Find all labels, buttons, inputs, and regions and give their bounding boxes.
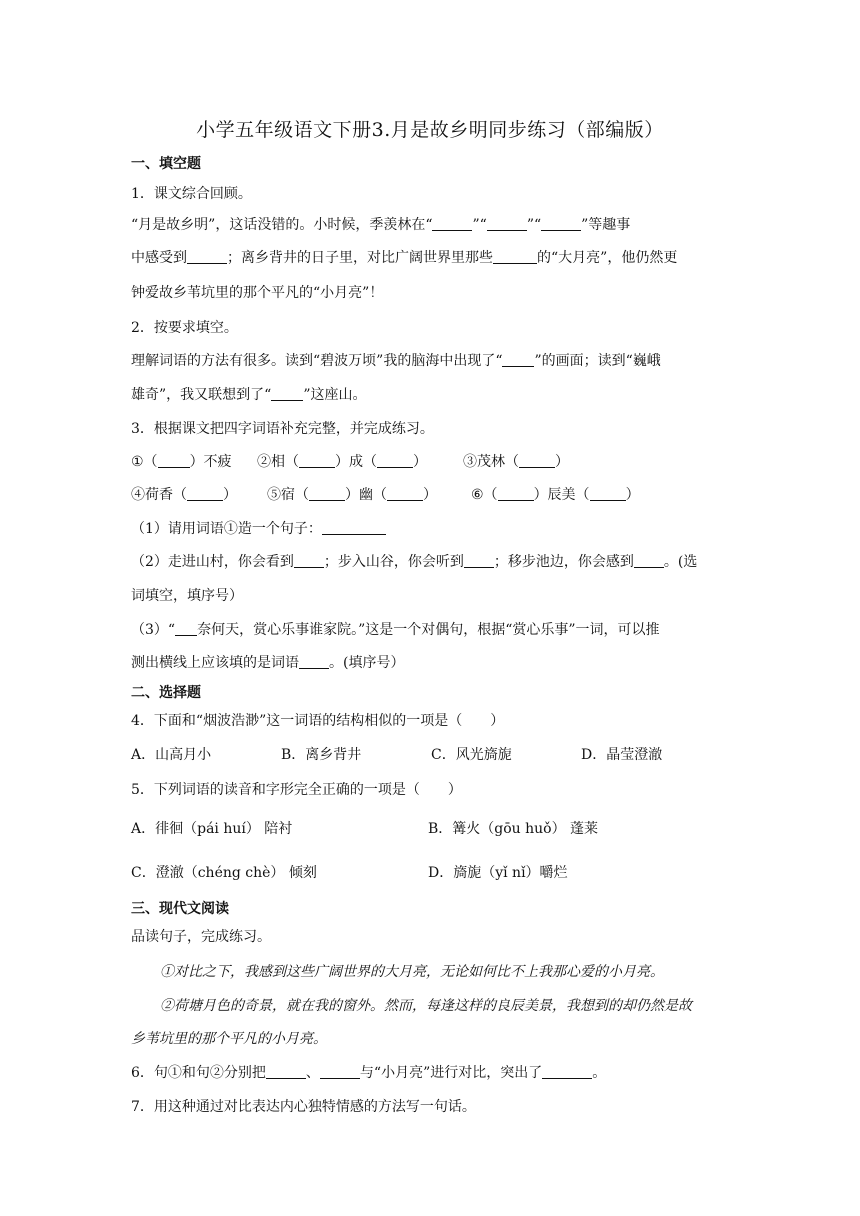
blank[interactable]: [502, 365, 534, 367]
q4-option-c[interactable]: C．风光旖旎: [431, 747, 512, 763]
word-item-6: ⑥（ ）辰美（ ）: [471, 487, 640, 503]
blank[interactable]: [464, 566, 494, 568]
blank[interactable]: [175, 634, 197, 636]
q2-stem: 2．按要求填空。: [131, 320, 238, 336]
q5-option-b[interactable]: B．篝火（gōu huǒ） 蓬莱: [428, 821, 599, 837]
blank[interactable]: [271, 399, 303, 401]
q5-option-c[interactable]: C．澄澈（chéng chè） 倾刻: [131, 865, 317, 881]
q1-line1: “月是故乡明”，这话没错的。小时候，季羡林在“ ”“ ”“ ”等趣事: [131, 217, 631, 233]
word-item-1: ①（ ）不疲: [131, 454, 232, 470]
word-item-4: ④荷香（ ）: [131, 487, 237, 503]
q4-option-b[interactable]: B．离乡背井: [281, 747, 362, 763]
word-item-3: ③茂林（ ）: [463, 454, 569, 470]
blank[interactable]: [432, 229, 472, 231]
reading-sentence-1: ①对比之下，我感到这些广阔世界的大月亮，无论如何比不上我那心爱的小月亮。: [160, 964, 664, 980]
q2-line2: 雄奇”，我又联想到了“ ”这座山。: [131, 387, 367, 403]
blank[interactable]: [322, 533, 386, 535]
q4-stem: 4．下面和“烟波浩渺”这一词语的结构相似的一项是（ ）: [131, 713, 505, 729]
section-heading-multiple-choice: 二、选择题: [131, 685, 201, 701]
q1-line2: 中感受到 ；离乡背井的日子里，对比广阔世界里那些 的“大月亮”，他仍然更: [131, 250, 678, 266]
blank[interactable]: [187, 262, 227, 264]
word-item-2: ②相（ ）成（ ）: [257, 454, 427, 470]
q4-option-d[interactable]: D．晶莹澄澈: [581, 747, 663, 763]
section-heading-fill-in: 一、填空题: [131, 156, 201, 172]
q3-part2-line2: 词填空，填序号）: [131, 588, 243, 604]
section-heading-reading: 三、现代文阅读: [131, 901, 229, 917]
q7-stem: 7．用这种通过对比表达内心独特情感的方法写一句话。: [131, 1099, 476, 1115]
q5-option-d[interactable]: D．旖旎（yǐ nǐ）嚼烂: [428, 865, 568, 881]
page-title: 小学五年级语文下册3.月是故乡明同步练习（部编版）: [196, 119, 664, 141]
q1-line3: 钟爱故乡苇坑里的那个平凡的“小月亮”！: [131, 285, 384, 301]
reading-intro: 品读句子，完成练习。: [131, 929, 271, 945]
q3-part3-line2: 测出横线上应该填的是词语 。(填序号）: [131, 655, 405, 671]
blank[interactable]: [320, 1077, 360, 1079]
blank[interactable]: [542, 1077, 592, 1079]
q1-stem: 1．课文综合回顾。: [131, 186, 252, 202]
q5-option-a[interactable]: A．徘徊（pái huí） 陪衬: [131, 821, 293, 837]
reading-sentence-2-line1: ②荷塘月色的奇景，就在我的窗外。然而，每逢这样的良辰美景，我想到的却仍然是故: [160, 998, 692, 1014]
q6-line: 6．句①和句②分别把 、 与“小月亮”进行对比，突出了 。: [131, 1065, 607, 1081]
blank[interactable]: [266, 1077, 306, 1079]
word-item-5: ⑤宿（ ）幽（ ）: [267, 487, 437, 503]
q3-part3-line1: （3）“ 奈何天，赏心乐事谁家院。”这是一个对偶句，根据“赏心乐事”一词，可以推: [131, 622, 660, 638]
blank[interactable]: [487, 229, 527, 231]
q4-option-a[interactable]: A．山高月小: [131, 747, 212, 763]
q5-stem: 5．下列词语的读音和字形完全正确的一项是（ ）: [131, 782, 462, 798]
blank[interactable]: [634, 566, 664, 568]
reading-sentence-2-line2: 乡苇坑里的那个平凡的小月亮。: [131, 1031, 327, 1047]
blank[interactable]: [541, 229, 581, 231]
q2-line1: 理解词语的方法有很多。读到“碧波万顷”我的脑海中出现了“ ”的画面；读到“巍峨: [131, 353, 661, 369]
q3-part2-line1: （2）走进山村，你会看到 ；步入山谷，你会听到 ；移步池边，你会感到 。(选: [131, 554, 698, 570]
q3-stem: 3．根据课文把四字词语补充完整，并完成练习。: [131, 421, 434, 437]
blank[interactable]: [493, 262, 537, 264]
blank[interactable]: [294, 566, 324, 568]
blank[interactable]: [299, 667, 329, 669]
q3-part1: （1）请用词语①造一个句子：: [131, 518, 386, 538]
